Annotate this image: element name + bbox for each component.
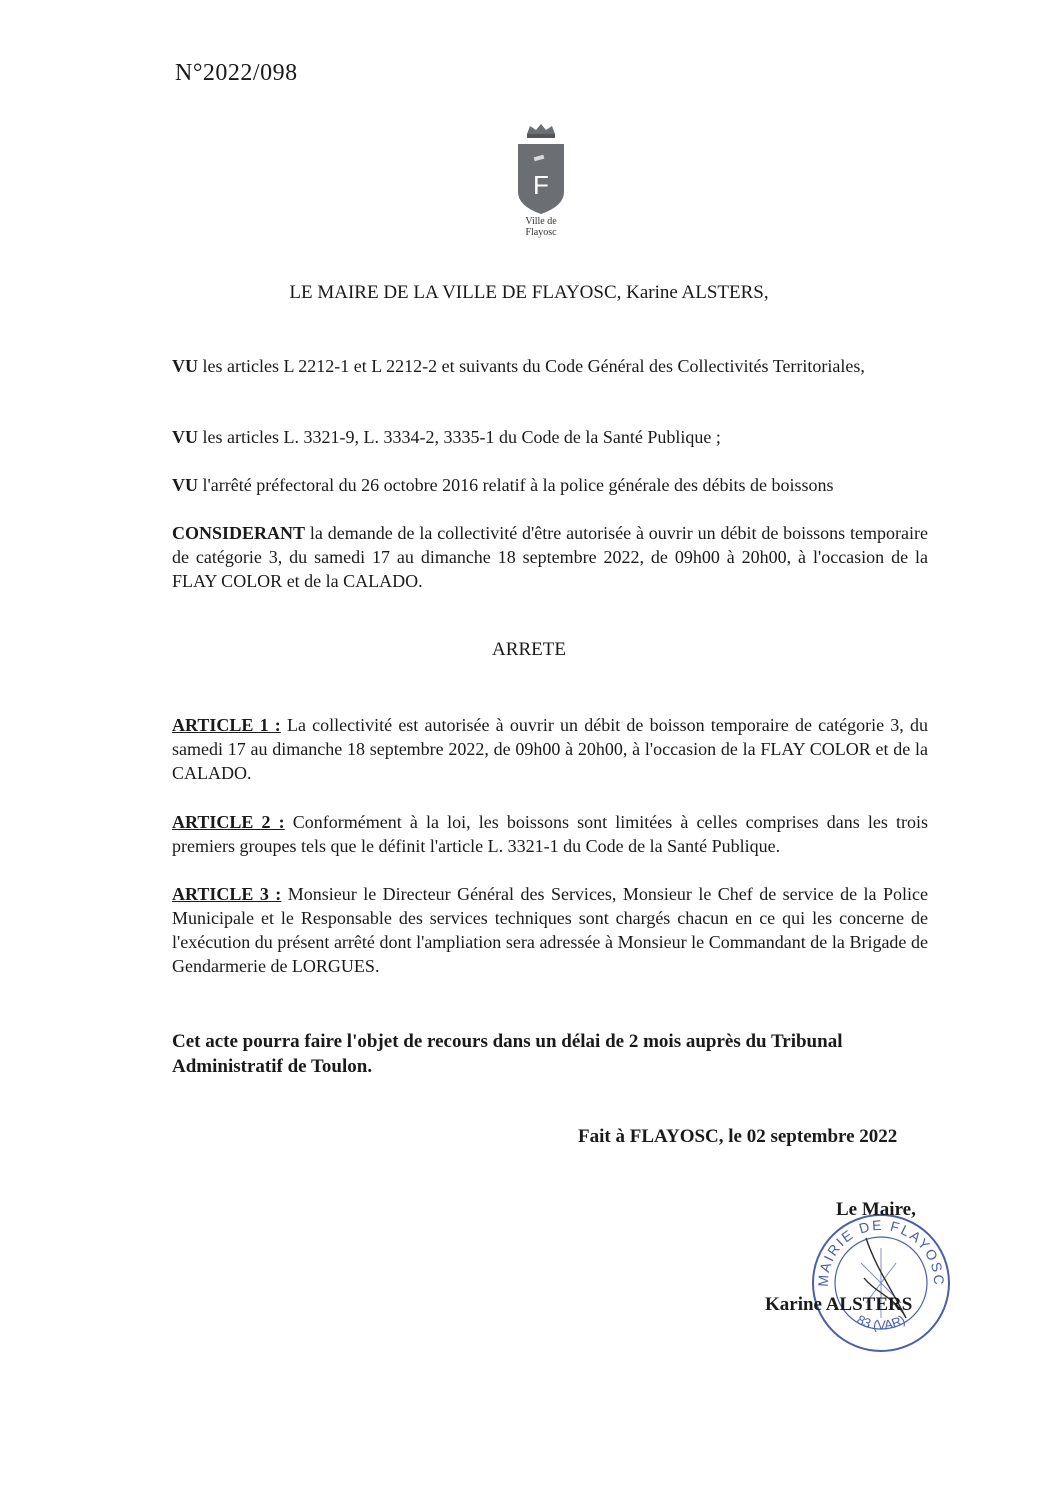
consideration-2: VU les articles L. 3321-9, L. 3334-2, 3335-1 du Code de la Santé Publique ; [172,427,721,447]
logo-letter: F [533,170,549,200]
logo-caption-line1: Ville de [525,216,557,227]
date-place: Fait à FLAYOSC, le 02 septembre 2022 [578,1126,898,1147]
reference-number: N°2022/098 [175,60,298,86]
recours-notice: Cet acte pourra faire l'objet de recours dans un délai de 2 mois auprès du Tribunal Administratif de Toulon. [172,1031,843,1077]
official-stamp [806,1208,956,1358]
document-heading: LE MAIRE DE LA VILLE DE FLAYOSC, Karine ALSTERS, [289,282,769,303]
logo-caption-line2: Flayosc [525,227,557,238]
signatory-title: Le Maire, [836,1199,916,1220]
shield-icon [510,122,572,222]
signatory-name: Karine ALSTERS [765,1294,913,1315]
article-3: ARTICLE 3 : Monsieur le Directeur Général des Services, Monsieur le Chef de service de la Police Municipale et le Responsable des services techniques sont chargés chacun en ce qui les concerne de l'exécution du présent arrêté dont l'ampliation sera adressée à Monsieur le Commandant de la Brigade de Gendarmerie de LORGUES. [172,884,928,976]
stamp-top-text: MAIRIE DE FLAYOSC [814,1216,948,1288]
consideration-3: VU l'arrêté préfectoral du 26 octobre 2016 relatif à la police générale des débits de boissons [172,475,834,495]
consideration-4: CONSIDERANT la demande de la collectivité d'être autorisée à ouvrir un débit de boissons temporaire de catégorie 3, du samedi 17 au dimanche 18 septembre 2022, de 09h00 à 20h00, à l'occasion de la FLAY COLOR et de la CALADO. [172,523,928,591]
consideration-1: VU les articles L 2212-1 et L 2212-2 et suivants du Code Général des Collectivités Territoriales, [172,356,865,376]
city-logo [510,122,572,242]
article-1: ARTICLE 1 : La collectivité est autorisée à ouvrir un débit de boisson temporaire de catégorie 3, du samedi 17 au dimanche 18 septembre 2022, de 09h00 à 20h00, à l'occasion de la FLAY COLOR et de la CALADO. [172,715,928,783]
article-2: ARTICLE 2 : Conformément à la loi, les boissons sont limitées à celles comprises dans les trois premiers groupes tels que le définit l'article L. 3321-1 du Code de la Santé Publique. [172,812,928,856]
arrete-title: ARRETE [492,639,566,660]
stamp-bottom-text: 83 (VAR) [854,1311,908,1333]
